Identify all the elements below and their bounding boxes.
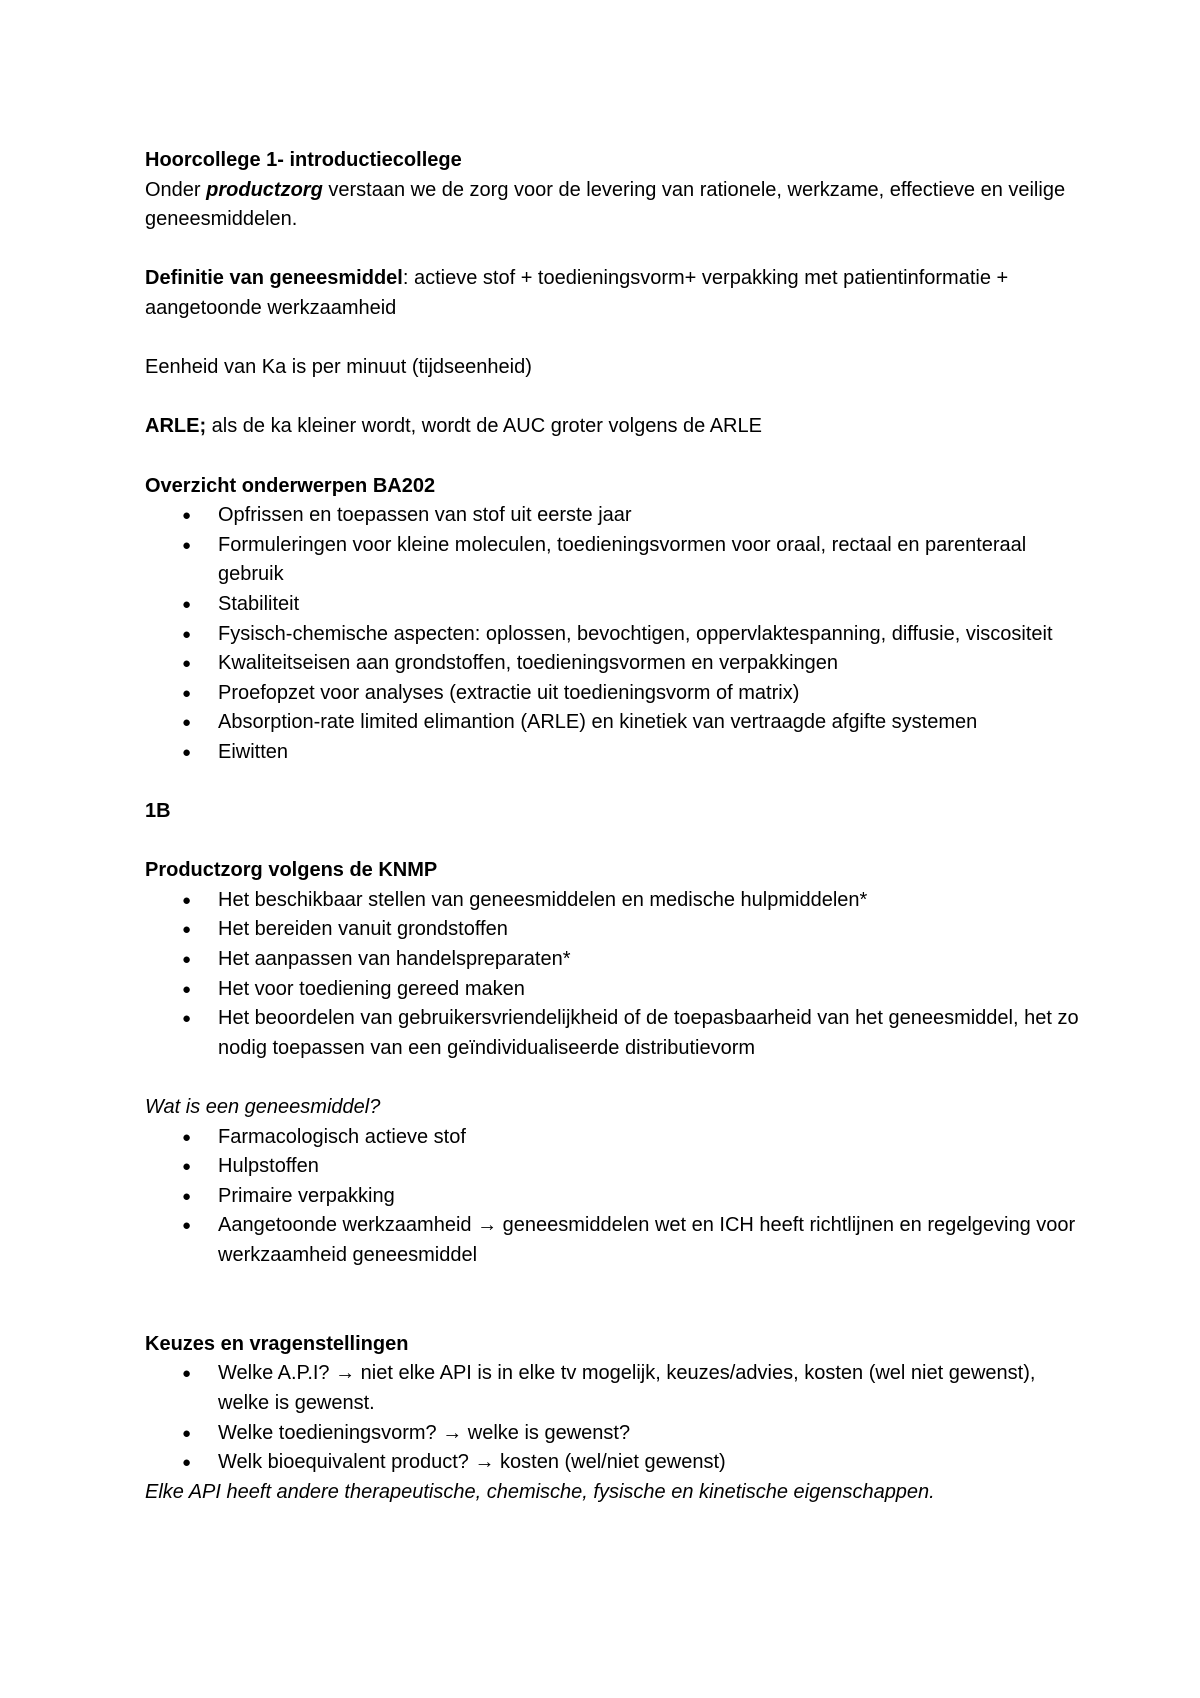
bullet-icon: ● <box>182 1424 192 1442</box>
bullet-icon: ● <box>182 625 192 643</box>
label-definitie: Definitie van geneesmiddel <box>145 267 403 290</box>
document-body <box>145 146 1085 1507</box>
list-item: ● Het beoordelen van gebruikersvriendelijkheid of de toepasbaarheid van het geneesmiddel, het zo nodig toepassen van een geïndividualiseerde distributievorm <box>145 1004 1085 1063</box>
arrow-right-icon: → <box>474 1451 495 1474</box>
paragraph-ka-unit: Eenheid van Ka is per minuut (tijdseenheid) <box>145 356 532 379</box>
text-arle: als de ka kleiner wordt, wordt de AUC groter volgens de ARLE <box>206 415 762 438</box>
text-prefix: Onder <box>145 178 207 201</box>
bullet-icon: ● <box>182 1187 192 1205</box>
list-item: ● Welke toedieningsvorm? → welke is gewenst? <box>145 1419 1085 1449</box>
heading-overzicht: Overzicht onderwerpen BA202 <box>145 474 436 497</box>
emphasis-productzorg: productzorg <box>206 178 323 201</box>
bullet-icon: ● <box>182 1010 192 1028</box>
list-geneesmiddel <box>145 1123 1085 1271</box>
list-item: ● Formuleringen voor kleine moleculen, toedieningsvormen voor oraal, rectaal en parenteraal gebruik <box>145 531 1085 590</box>
closing-statement: Elke API heeft andere therapeutische, chemische, fysische en kinetische eigenschappen. <box>145 1480 935 1503</box>
list-item: ● Hulpstoffen <box>145 1152 1085 1182</box>
bullet-icon: ● <box>182 1365 192 1383</box>
bullet-icon: ● <box>182 1158 192 1176</box>
bullet-icon: ● <box>182 980 192 998</box>
bullet-icon: ● <box>182 595 192 613</box>
bullet-icon: ● <box>182 684 192 702</box>
bullet-icon: ● <box>182 536 192 554</box>
paragraph-definitie <box>145 264 1085 323</box>
list-item: ● Aangetoonde werkzaamheid → geneesmiddelen wet en ICH heeft richtlijnen en regelgeving voor werkzaamheid geneesmiddel <box>145 1211 1085 1270</box>
list-item: ● Het aanpassen van handelspreparaten* <box>145 945 1085 975</box>
heading-hoorcollege: Hoorcollege 1- introductiecollege <box>145 149 462 171</box>
list-item: ● Primaire verpakking <box>145 1182 1085 1212</box>
bullet-icon: ● <box>182 655 192 673</box>
heading-keuzes: Keuzes en vragenstellingen <box>145 1332 409 1355</box>
heading-knmp: Productzorg volgens de KNMP <box>145 859 438 882</box>
list-item: ● Welk bioequivalent product? → kosten (wel/niet gewenst) <box>145 1448 1085 1478</box>
heading-1b: 1B <box>145 800 171 823</box>
arrow-right-icon: → <box>442 1421 463 1444</box>
bullet-icon: ● <box>182 951 192 969</box>
label-arle: ARLE; <box>145 415 207 438</box>
arrow-right-icon: → <box>477 1214 498 1237</box>
bullet-icon: ● <box>182 507 192 525</box>
bullet-icon: ● <box>182 921 192 939</box>
list-item: ● Opfrissen en toepassen van stof uit eerste jaar <box>145 501 1085 531</box>
list-item: ● Het bereiden vanuit grondstoffen <box>145 915 1085 945</box>
paragraph-productzorg <box>145 176 1085 235</box>
list-item: ● Eiwitten <box>145 738 1085 768</box>
list-item: ● Proefopzet voor analyses (extractie uit toedieningsvorm of matrix) <box>145 679 1085 709</box>
bullet-icon: ● <box>182 1128 192 1146</box>
list-item: ● Farmacologisch actieve stof <box>145 1123 1085 1153</box>
bullet-icon: ● <box>182 891 192 909</box>
paragraph-arle <box>145 412 1085 442</box>
list-item: ● Absorption-rate limited elimantion (ARLE) en kinetiek van vertraagde afgifte systemen <box>145 708 1085 738</box>
text-rest: verstaan we de zorg voor de levering van rationele, werkzame, effectieve en veilige geneesmiddelen. <box>145 178 1066 231</box>
question-geneesmiddel: Wat is een geneesmiddel? <box>145 1096 381 1118</box>
bullet-icon: ● <box>182 714 192 732</box>
bullet-icon: ● <box>182 1217 192 1235</box>
list-item: ● Stabiliteit <box>145 590 1085 620</box>
text-definitie: : actieve stof + toedieningsvorm+ verpakking met patientinformatie + aangetoonde werkzaamheid <box>145 267 1009 319</box>
list-item: ● Kwaliteitseisen aan grondstoffen, toedieningsvormen en verpakkingen <box>145 649 1085 679</box>
list-item: ● Het beschikbaar stellen van geneesmiddelen en medische hulpmiddelen* <box>145 886 1085 916</box>
list-overzicht <box>145 501 1085 767</box>
bullet-icon: ● <box>182 1454 192 1472</box>
list-knmp <box>145 886 1085 1064</box>
bullet-icon: ● <box>182 743 192 761</box>
list-item: ● Fysisch-chemische aspecten: oplossen, bevochtigen, oppervlaktespanning, diffusie, viscositeit <box>145 620 1085 650</box>
list-item: ● Welke A.P.I? → niet elke API is in elke tv mogelijk, keuzes/advies, kosten (wel niet gewenst), welke is gewenst. <box>145 1359 1085 1418</box>
list-item: ● Het voor toediening gereed maken <box>145 975 1085 1005</box>
list-keuzes <box>145 1359 1085 1477</box>
arrow-right-icon: → <box>335 1362 356 1385</box>
